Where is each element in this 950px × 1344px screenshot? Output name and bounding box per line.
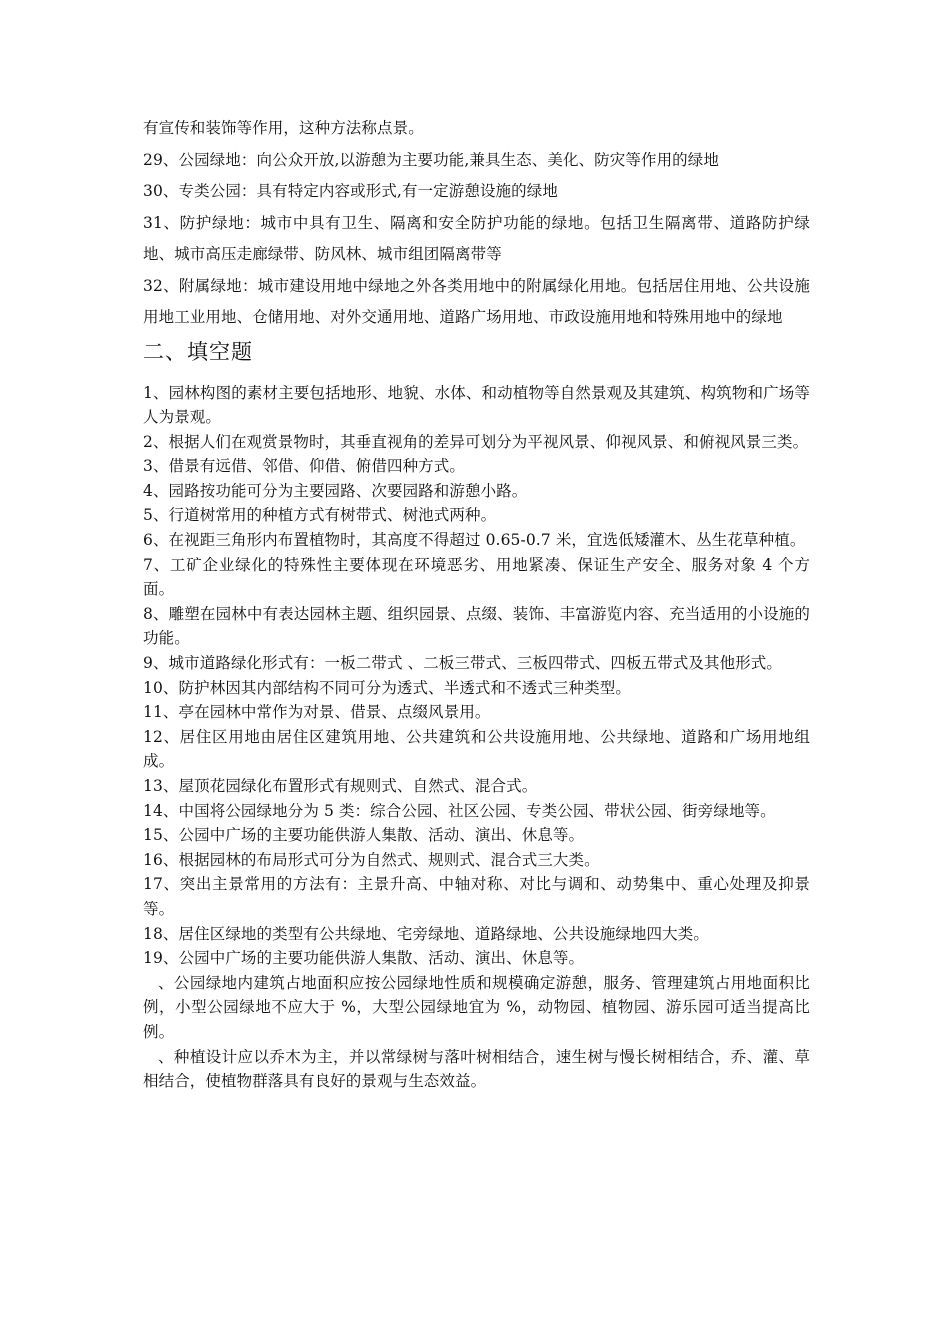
section-title: 二、填空题 xyxy=(143,339,253,364)
fill-item-5: 5、行道树常用的种植方式有树带式、树池式两种。 xyxy=(143,506,497,525)
fill-item-10: 10、防护林因其内部结构不同可分为透式、半透式和不透式三种类型。 xyxy=(143,678,631,697)
fill-item-7: 7、工矿企业绿化的特殊性主要体现在环境恶劣、用地紧凑、保证生产安全、服务对象 4 个方面。 xyxy=(143,555,810,599)
document-page xyxy=(143,113,810,1094)
fill-item-13: 13、屋顶花园绿化布置形式有规则式、自然式、混合式。 xyxy=(143,777,538,795)
fill-item-11: 11、亭在园林中常作为对景、借景、点缀风景用。 xyxy=(143,703,491,722)
fill-item-9: 9、城市道路绿化形式有：一板二带式 、二板三带式、三板四带式、四板五带式及其他形式。 xyxy=(143,654,782,673)
fill-item-3: 3、借景有远借、邻借、仰借、俯借四种方式。 xyxy=(143,457,465,476)
fill-item-19: 19、公园中广场的主要功能供游人集散、活动、演出、休息等。 xyxy=(143,949,585,968)
fill-item-building-ratio: 、公园绿地内建筑占地面积应按公园绿地性质和规模确定游憩，服务、管理建筑占用地面积比例，小型公园绿地不应大于 %，大型公园绿地宜为 %，动物园、植物园、游乐园可适当提高比例。 xyxy=(143,973,810,1041)
fill-item-17: 17、突出主景常用的方法有：主景升高、中轴对称、对比与调和、动势集中、重心处理及抑景等。 xyxy=(143,875,810,918)
fill-item-12: 12、居住区用地由居住区建筑用地、公共建筑和公共设施用地、公共绿地、道路和广场用地组成。 xyxy=(143,727,810,771)
definition-item-29: 29、公园绿地：向公众开放,以游憩为主要功能,兼具生态、美化、防灾等作用的绿地 xyxy=(143,150,719,169)
definitions-list xyxy=(143,113,810,334)
fill-item-6: 6、在视距三角形内布置植物时，其高度不得超过 0.65-0.7 米，宜选低矮灌木、丛生花草种植。 xyxy=(143,531,806,550)
fill-item-4: 4、园路按功能可分为主要园路、次要园路和游憩小路。 xyxy=(143,481,528,500)
definition-continuation: 有宣传和装饰等作用，这种方法称点景。 xyxy=(143,119,424,137)
fill-item-14: 14、中国将公园绿地分为 5 类：综合公园、社区公园、专类公园、带状公园、街旁绿地等。 xyxy=(143,801,776,820)
definition-item-32: 32、附属绿地：城市建设用地中绿地之外各类用地中的附属绿化用地。包括居住用地、公共设施用地工业用地、仓储用地、对外交通用地、道路广场用地、市政设施用地和特殊用地中的绿地 xyxy=(143,276,810,326)
fill-item-planting-design: 、种植设计应以乔木为主，并以常绿树与落叶树相结合，速生树与慢长树相结合，乔、灌、草相结合，使植物群落具有良好的景观与生态效益。 xyxy=(143,1047,810,1091)
definition-item-30: 30、专类公园：具有特定内容或形式,有一定游憩设施的绿地 xyxy=(143,182,558,200)
fill-item-8: 8、雕塑在园林中有表达园林主题、组织园景、点缀、装饰、丰富游览内容、充当适用的小设施的功能。 xyxy=(143,604,810,648)
fill-item-16: 16、根据园林的布局形式可分为自然式、规则式、混合式三大类。 xyxy=(143,850,600,869)
fill-item-18: 18、居住区绿地的类型有公共绿地、宅旁绿地、道路绿地、公共设施绿地四大类。 xyxy=(143,924,709,943)
fill-item-1: 1、园林构图的素材主要包括地形、地貌、水体、和动植物等自然景观及其建筑、构筑物和广场等人为景观。 xyxy=(143,383,810,427)
definition-item-31: 31、防护绿地：城市中具有卫生、隔离和安全防护功能的绿地。包括卫生隔离带、道路防护绿地、城市高压走廊绿带、防风林、城市组团隔离带等 xyxy=(143,213,810,263)
fill-in-list xyxy=(143,381,810,1094)
fill-item-15: 15、公园中广场的主要功能供游人集散、活动、演出、休息等。 xyxy=(143,826,585,845)
fill-item-2: 2、根据人们在观赏景物时，其垂直视角的差异可划分为平视风景、仰视风景、和俯视风景三类。 xyxy=(143,432,809,451)
